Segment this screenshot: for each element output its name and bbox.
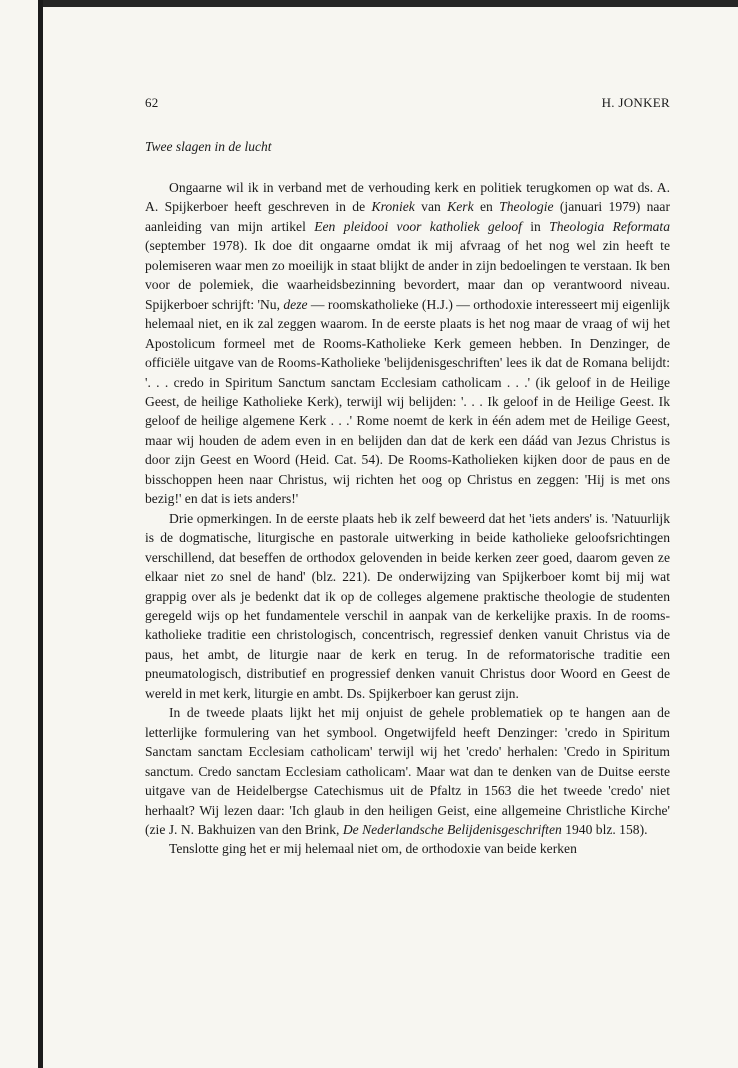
paragraph bbox=[145, 509, 670, 704]
text-run: van bbox=[414, 199, 448, 215]
running-header bbox=[145, 95, 670, 111]
italic-run: Theologia Reformata bbox=[549, 218, 671, 234]
text-run: 1940 blz. 158). bbox=[561, 821, 648, 837]
page-content bbox=[145, 95, 670, 859]
text-run: Tenslotte ging het er mij helemaal niet om, de orthodoxie van beide kerken bbox=[169, 841, 577, 857]
text-run: In de tweede plaats lijkt het mij onjuist de gehele problematiek op te hangen aan de letterlijke formulering van het symbool. Ongetwijfeld heeft Denzinger: 'credo in Spiritum Sanctam sanctam Ecclesiam catholicam' terwijl wij het 'credo' herhalen: 'Credo in Spiritum sanctum. Credo sanctam Ecclesiam catholicam'. Maar wat dan te denken van de Duitse eerste uitgave van de Heidelbergse Catechismus uit de Pfaltz in 1563 die het tweede 'credo' niet herhaalt? Wij lezen daar: 'Ich glaub in den heiligen Geist, eine allgemeine Christliche Kirche' (zie J. N. Bakhuizen van den Brink, bbox=[145, 705, 670, 837]
italic-run: De Nederlandsche Belijdenisgeschriften bbox=[342, 821, 562, 837]
paragraph bbox=[145, 178, 670, 509]
text-run: in bbox=[521, 218, 550, 234]
italic-run: Een pleidooi voor katholiek geloof bbox=[314, 218, 522, 234]
italic-run: Theologie bbox=[499, 199, 554, 215]
running-header-author: H. JONKER bbox=[601, 95, 670, 110]
page-number: 62 bbox=[145, 95, 159, 110]
body-text bbox=[145, 178, 670, 859]
italic-run: deze bbox=[283, 296, 308, 312]
paragraph bbox=[145, 703, 670, 839]
text-run: (september 1978). Ik doe dit ongaarne omdat ik mij afvraag of het nog wel zin heeft te polemiseren waar men zo moeilijk in staat blijkt de ander in zijn bedoelingen te verstaan. Ik ben voor de polemiek, die waarheidsbezinning bevordert, maar dan op verantwoord niveau. Spijkerboer schrijft: 'Nu, bbox=[145, 238, 670, 312]
text-run: Drie opmerkingen. In de eerste plaats heb ik zelf beweerd dat het 'iets anders' is. 'Natuurlijk is de dogmatische, liturgische en pastorale uitwerking in beide katholieke geloofsrichtingen verschillend, dat beseffen de orthodox gelovenden in beide kerken zeer goed, daarom geven ze elkaar niet zo snel de hand' (blz. 221). De onderwijzing van Spijkerboer komt bij mij wat grappig over als je bedenkt dat ik op de colleges algemene praktische theologie de studenten geregeld wijs op het fundamentele verschil in aanpak van de kerkelijke praxis. In de rooms-katholieke traditie een christologisch, concentrisch, regressief denken vanuit Christus via de paus, het ambt, de liturgie naar de kerk en terug. In de reformatorische traditie een pneumatologisch, distributief en progressief denken vanuit Christus door Woord en Geest de wereld in met kerk, liturgie en ambt. Ds. Spijkerboer kan gerust zijn. bbox=[145, 510, 670, 701]
text-run: — roomskatholieke (H.J.) — orthodoxie interesseert mij eigenlijk helemaal niet, en ik zal zeggen waarom. In de eerste plaats is het nog maar de vraag of wij het Apostolicum formeel met de Rooms-Katholieke Kerk gemeen hebben. In Denzinger, de officiële uitgave van de Rooms-Katholieke 'belijdenisgeschriften' lees ik dat de Romana belijdt: '. . . credo in Spiritum Sanctum sanctam Ecclesiam catholicam . . .' (ik geloof in de Heilige Geest, de heilige Katholieke Kerk), terwijl wij belijden: '. . . Ik geloof in de Heilige Geest. Ik geloof de heilige algemene Kerk . . .' Rome noemt de kerk in één adem met de Heilige Geest, maar wij houden de adem even in en belijden dan dat de kerk een dáád van Jezus Christus is door zijn Geest en Woord (Heid. Cat. 54). De Rooms-Katholieken kijken door de paus en de bisschoppen heen naar Christus, wij richten het oog op Christus en zeggen: 'Hij is met ons bezig!' en dat is iets anders!' bbox=[145, 296, 670, 507]
text-run: (januari 1979) naar aanleiding van mijn artikel bbox=[145, 199, 670, 234]
text-run: en bbox=[473, 199, 500, 215]
section-title: Twee slagen in de lucht bbox=[145, 139, 272, 154]
paragraph bbox=[145, 839, 670, 858]
scan-edge-top bbox=[38, 0, 738, 7]
italic-run: Kerk bbox=[447, 199, 474, 215]
scan-edge-left bbox=[38, 0, 43, 1068]
italic-run: Kroniek bbox=[371, 199, 415, 215]
text-run: Ongaarne wil ik in verband met de verhouding kerk en politiek terugkomen op wat ds. A. A. Spijkerboer heeft geschreven in de bbox=[145, 180, 670, 215]
